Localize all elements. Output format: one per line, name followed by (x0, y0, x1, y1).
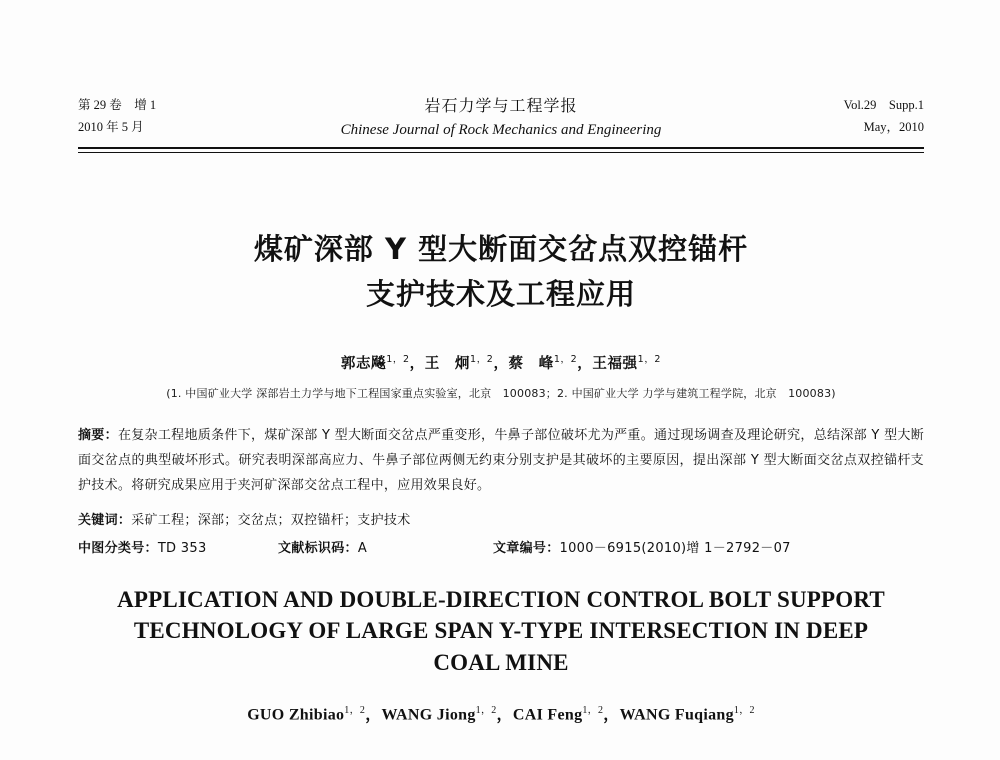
author-cn-2: 王 炯 (424, 355, 471, 372)
affiliation: (1. 中国矿业大学 深部岩土力学与地下工程国家重点实验室，北京 100083；2. 中国矿业大学 力学与建筑工程学院，北京 100083) (166, 386, 836, 400)
author-cn-4-sup: 1，2 (637, 353, 662, 365)
author-cn-4: 王福强 (592, 355, 638, 372)
journal-name-cn: 岩石力学与工程学报 (424, 96, 578, 115)
header-rules (78, 147, 924, 153)
date-line-cn: 2010 年 5 月 (78, 119, 144, 134)
author-en-1: GUO Zhibiao (247, 706, 345, 724)
title-cn-line-1: 煤矿深部 Y 型大断面交岔点双控锚杆 (253, 231, 749, 266)
article-number (493, 537, 924, 556)
date-line-en: May，2010 (863, 119, 924, 134)
article-number-value: 1000－6915(2010)增 1－2792－07 (559, 540, 791, 556)
author-cn-2-sup: 1，2 (470, 353, 494, 365)
author-en-2: WANG Jiong (381, 706, 476, 724)
title-en-line-1: APPLICATION AND DOUBLE-DIRECTION CONTROL BOLT SUPPORT (117, 586, 885, 612)
clc-value: TD 353 (157, 540, 207, 556)
title-en-line-3: COAL MINE (433, 650, 569, 675)
article-number-label: 文章编号： (493, 540, 560, 556)
page-title-cn (78, 227, 924, 317)
document-code-value: A (357, 540, 368, 556)
abstract-label: 摘要： (78, 427, 118, 443)
author-cn-3: 蔡 峰 (508, 355, 554, 372)
author-cn-1-sup: 1，2 (386, 353, 410, 365)
journal-name-en: Chinese Journal of Rock Mechanics and Engineering (340, 121, 662, 138)
rule-thick (78, 147, 924, 149)
authors-cn: 郭志飚$^{1,2}$，王 炯$^{1,2}$，蔡 峰$^{1,2}$，王福强$^{1,2}$ (340, 353, 662, 372)
page-title-en (78, 584, 924, 679)
clc-label: 中图分类号： (78, 540, 158, 556)
keywords (78, 509, 924, 528)
abstract (78, 423, 924, 499)
document-code (278, 537, 493, 556)
author-cn-3-sup: 1，2 (553, 353, 578, 365)
author-en-3-sup: 1，2 (582, 704, 604, 716)
clc-code (78, 537, 278, 556)
running-head (78, 96, 924, 141)
author-en-4: WANG Fuqiang (619, 706, 734, 724)
title-cn-line-2: 支护技术及工程应用 (365, 276, 636, 311)
paper-content (78, 96, 924, 724)
keywords-label: 关键词： (78, 512, 132, 528)
keywords-text: 采矿工程；深部；交岔点；双控锚杆；支护技术 (131, 512, 411, 528)
author-en-4-sup: 1，2 (733, 704, 755, 716)
volume-info (78, 96, 228, 137)
author-en-1-sup: 1，2 (344, 704, 366, 716)
title-en-line-2: TECHNOLOGY OF LARGE SPAN Y-TYPE INTERSECTION IN DEEP (133, 618, 869, 644)
author-en-2-sup: 1，2 (475, 704, 497, 716)
document-code-label: 文献标识码： (278, 540, 358, 556)
journal-title-block (228, 96, 774, 141)
volume-line-en: Vol.29 Supp.1 (843, 98, 924, 112)
author-cn-1: 郭志飚 (340, 355, 387, 372)
volume-info-en (774, 96, 924, 137)
abstract-text: 在复杂工程地质条件下，煤矿深部 Y 型大断面交岔点严重变形，牛鼻子部位破坏尤为严重。通过现场调查及理论研究，总结深部 Y 型大断面交岔点的典型破坏形式。研究表明深部高应力、牛鼻子部位两侧无约束分别支护是其破坏的主要原因，提出深部 Y 型大断面交岔点双控锚杆支护技术。将研究成果应用于夹河矿深部交岔点工程中，应用效果良好。 (78, 427, 924, 494)
rule-thin (78, 152, 924, 153)
authors-en: GUO Zhibiao$^{1,2}$，WANG Jiong$^{1,2}$，CAI Feng$^{1,2}$，WANG Fuqiang$^{1,2}$ (247, 704, 755, 724)
author-en-3: CAI Feng (512, 706, 583, 724)
volume-line: 第 29 卷 增 1 (78, 98, 157, 112)
classification-codes (78, 537, 924, 556)
